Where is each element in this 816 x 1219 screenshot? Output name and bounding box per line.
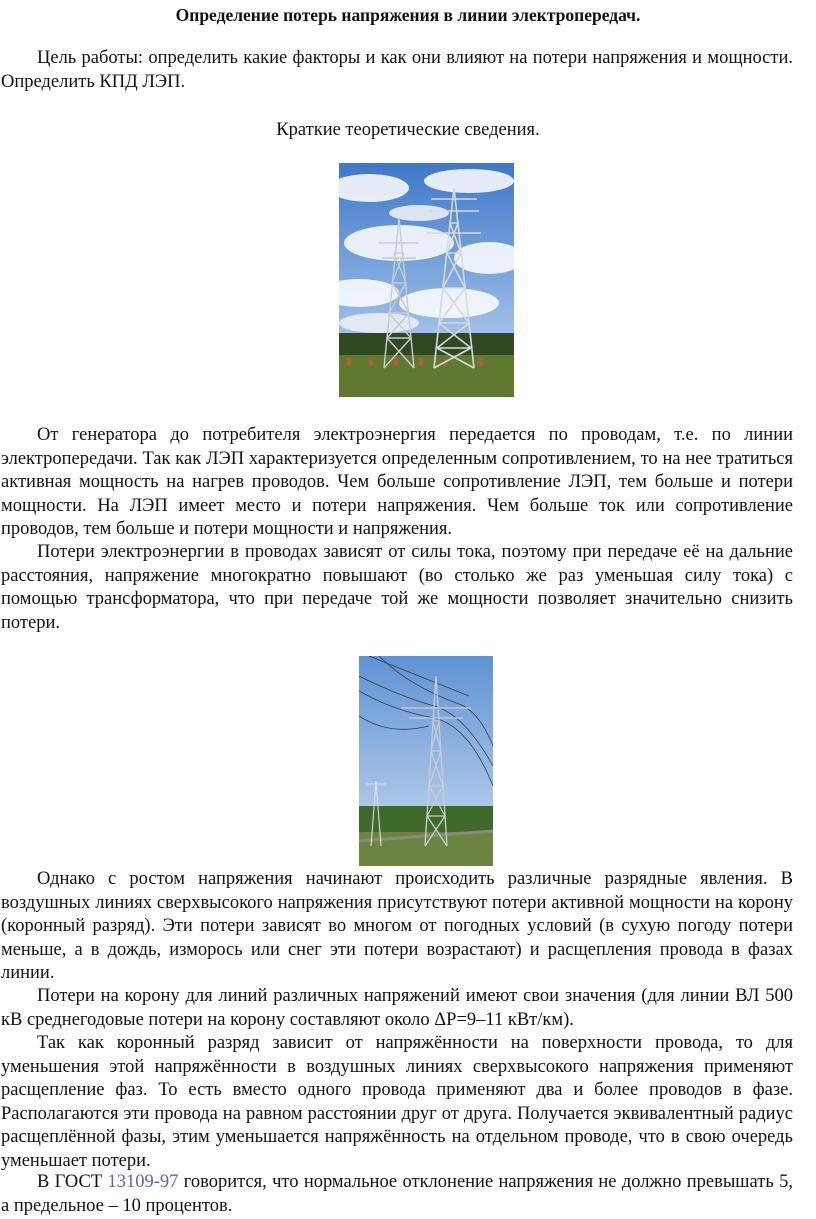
pylons-photo [339, 163, 514, 397]
pylon-wires-photo [359, 656, 493, 866]
paragraph-4: Потери на корону для линий различных напряжений имеют свои значения (для линии ВЛ 500 кВ среднегодовые потери на корону составляют около ΔР=9–11 кВт/км). [1, 986, 793, 1030]
gost-text-after: говорится, что нормальное отклонение напряжения не должно превышать 5, а предельное – 10 процентов. [1, 1172, 793, 1216]
paragraph-2: Потери электроэнергии в проводах зависят от силы тока, поэтому при передаче её на дальние расстояния, напряжение многократно повышают (во столько же раз уменьшая силу тока) с помощью трансформатора, что при передаче той же мощности позволяет значительно снизить потери. [1, 542, 793, 633]
gost-link[interactable]: 13109-97 [107, 1172, 179, 1192]
gost-text-before: В ГОСТ [37, 1172, 108, 1192]
goal-paragraph: Цель работы: определить какие факторы и как они влияют на потери напряжения и мощности. Определить КПД ЛЭП. [1, 48, 793, 92]
page-title: Определение потерь напряжения в линии электропередач. [175, 5, 641, 25]
paragraph-3: Однако с ростом напряжения начинают происходить различные разрядные явления. В воздушных линиях сверхвысокого напряжения присутствуют потери активной мощности на корону (коронный разряд). Эти потери зависят во многом от погодных условий (в сухую погоду потери меньше, а в дождь, изморось или снег эти потери возрастают) и расщепления провода в фазах линии. [1, 869, 793, 983]
theory-heading: Краткие теоретические сведения. [276, 120, 540, 140]
paragraph-6 [1, 1171, 793, 1218]
paragraph-5: Так как коронный разряд зависит от напряжённости на поверхности провода, то для уменьшения этой напряжённости в воздушных линиях сверхвысокого напряжения применяют расщепление фаз. То есть вместо одного провода применяют два и более проводов в фазе. Располагаются эти провода на равном расстоянии друг от друга. Получается эквивалентный радиус расщеплённой фазы, этим уменьшается напряжённость на отдельном проводе, что в свою очередь уменьшает потери. [1, 1033, 793, 1171]
paragraph-1: От генератора до потребителя электроэнергия передается по проводам, т.е. по линии электропередачи. Так как ЛЭП характеризуется определенным сопротивлением, то на нее тратиться активная мощность на нагрев проводов. Чем больше сопротивление ЛЭП, тем больше и потери мощности. На ЛЭП имеет место и потери напряжения. Чем больше ток или сопротивление проводов, тем больше и потери мощности и напряжения. [1, 425, 793, 539]
